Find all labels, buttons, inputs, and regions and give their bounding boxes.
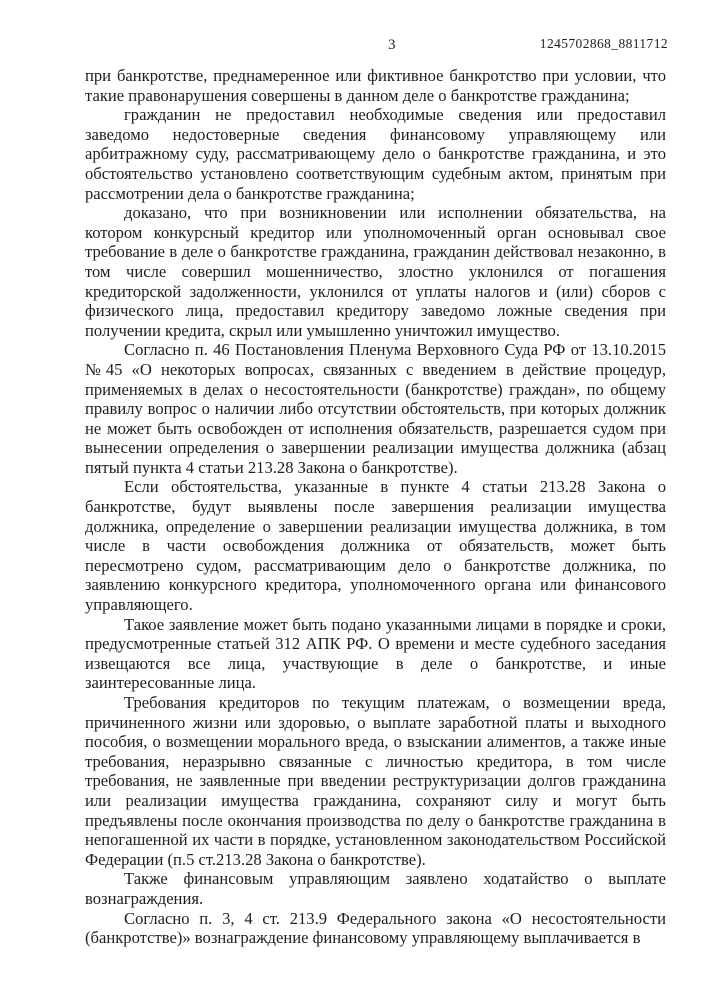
document-id: 1245702868_8811712: [539, 36, 668, 51]
paragraph: гражданин не предоставил необходимые сведения или предоставил заведомо недостоверные сведения финансовому управляющему или арбитражному суду, рассматривающему дело о банкротстве гражданина, и это обстоятельство установлено соответствующим судебным актом, принятым при рассмотрении дела о банкротстве гражданина;: [85, 105, 666, 203]
paragraph: Такое заявление может быть подано указанными лицами в порядке и сроки, предусмотренные статьей 312 АПК РФ. О времени и месте судебного заседания извещаются все лица, участвующие в деле о банкротстве, и иные заинтересованные лица.: [85, 614, 666, 693]
paragraph: Также финансовым управляющим заявлено ходатайство о выплате вознаграждения.: [85, 869, 666, 908]
paragraph: Требования кредиторов по текущим платежам, о возмещении вреда, причиненного жизни или здоровью, о выплате заработной платы и выходного пособия, о возмещении морального вреда, о взыскании алиментов, а также иные требования, неразрывно связанные с личностью кредитора, в том числе требования, не заявленные при введении реструктуризации долгов гражданина или реализации имущества гражданина, сохраняют силу и могут быть предъявлены после окончания производства по делу о банкротстве гражданина в непогашенной их части в порядке, установленном законодательством Российской Федерации (п.5 ст.213.28 Закона о банкротстве).: [85, 693, 666, 869]
paragraph: Согласно п. 46 Постановления Пленума Верховного Суда РФ от 13.10.2015 №45 «О некоторых вопросах, связанных с введением в действие процедур, применяемых в делах о несостоятельности (банкротстве) граждан», по общему правилу вопрос о наличии либо отсутствии обстоятельств, при которых должник не может быть освобожден от исполнения обязательств, разрешается судом при вынесении определения о завершении реализации имущества должника (абзац пятый пункта 4 статьи 213.28 Закона о банкротстве).: [85, 340, 666, 477]
paragraph: Если обстоятельства, указанные в пункте 4 статьи 213.28 Закона о банкротстве, будут выявлены после завершения реализации имущества должника, определение о завершении реализации имущества должника, в том числе в части освобождения должника от обязательств, может быть пересмотрено судом, рассматривающим дело о банкротстве должника, по заявлению конкурсного кредитора, уполномоченного органа или финансового управляющего.: [85, 477, 666, 615]
page-number: 3: [388, 37, 396, 53]
paragraph: Согласно п. 3, 4 ст. 213.9 Федерального закона «О несостоятельности (банкротстве)» вознаграждение финансовому управляющему выплачивается в: [85, 908, 666, 948]
document-body: [85, 66, 666, 948]
paragraph-continuation: при банкротстве, преднамеренное или фиктивное банкротство при условии, что такие правонарушения совершены в данном деле о банкротстве гражданина;: [85, 66, 666, 105]
paragraph: доказано, что при возникновении или исполнении обязательства, на котором конкурсный кредитор или уполномоченный орган основывал свое требование в деле о банкротстве гражданина, гражданин действовал незаконно, в том числе совершил мошенничество, злостно уклонился от погашения кредиторской задолженности, уклонился от уплаты налогов и (или) сборов с физического лица, предоставил кредитору заведомо ложные сведения при получении кредита, скрыл или умышленно уничтожил имущество.: [85, 203, 666, 340]
